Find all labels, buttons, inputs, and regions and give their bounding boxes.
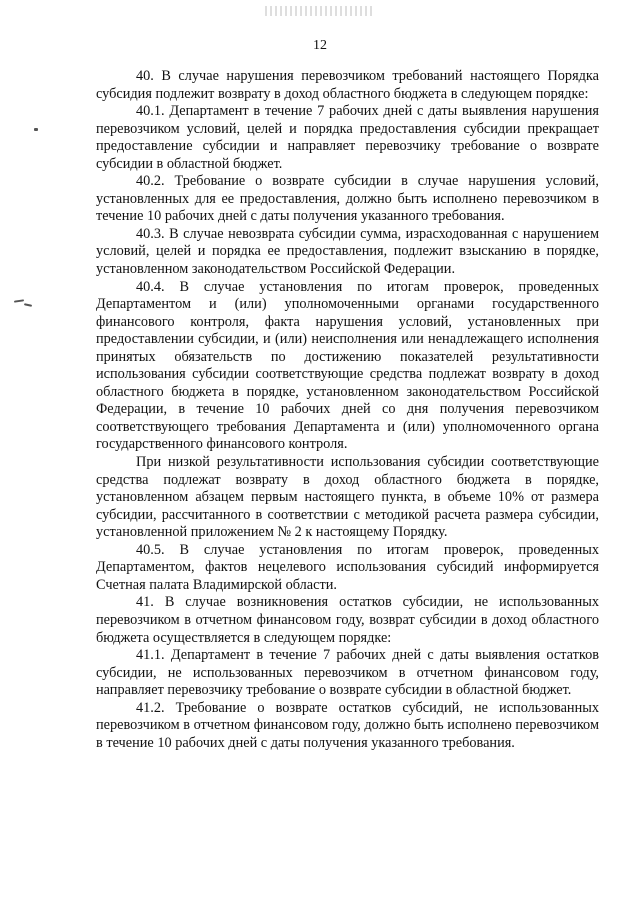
paragraph-40-5: 40.5. В случае установления по итогам проверок, проведенных Департаментом, фактов нецелевого использования субсидий информируется Счетная палата Владимирской области.	[96, 541, 599, 593]
paragraph-40-3: 40.3. В случае невозврата субсидии сумма, израсходованная с нарушением условий, целей и порядка ее предоставления, подлежит взысканию в порядке, установленном законодательством Российской Федерации.	[96, 225, 599, 278]
margin-dash	[14, 299, 24, 302]
scan-artifact	[265, 6, 375, 16]
paragraph-41-2: 41.2. Требование о возврате остатков субсидий, не использованных перевозчиком в отчетном финансовом году, должно быть исполнено перевозчиком в течение 10 рабочих дней с даты получения указанного требования.	[96, 699, 599, 751]
paragraph-40-1: 40.1. Департамент в течение 7 рабочих дней с даты выявления нарушения перевозчиком условий, целей и порядка предоставления субсидии прекращает предоставление субсидии и направляет перевозчику требование о возврате субсидии в областной бюджет.	[96, 103, 599, 172]
paragraph-40-4: 40.4. В случае установления по итогам проверок, проведенных Департаментом и (или) уполномоченными органами государственного финансового контроля, факта нарушения условий, установленных при предоставлении субсидии, и (или) неисполнения или ненадлежащего исполнения принятых обязательств по достижению показателей результативности использования субсидии соответствующие средства подлежат возврату в доход областного бюджета в порядке, установленном законодательством Российской Федерации, в течение 10 рабочих дней со дня получения перевозчиком соответствующего требования Департамента и (или) уполномоченного органа государственного финансового контроля.	[96, 278, 599, 453]
margin-dot	[34, 128, 38, 131]
page-number: 12	[313, 38, 327, 53]
paragraph-40: 40. В случае нарушения перевозчиком требований настоящего Порядка субсидия подлежит возврату в доход областного бюджета в следующем порядке:	[96, 68, 599, 102]
paragraph-41: 41. В случае возникновения остатков субсидии, не использованных перевозчиком в отчетном финансовом году, возврат субсидии в доход областного бюджета осуществляется в следующем порядке:	[96, 594, 599, 646]
paragraph-40-4-low-result: При низкой результативности использования субсидии соответствующие средства подлежат возврату в доход областного бюджета в порядке, установленном абзацем первым настоящего пункта, в объеме 10% от размера субсидии, рассчитанного в соответствии с методикой расчета размера субсидии, установленной приложением № 2 к настоящему Порядку.	[96, 454, 599, 541]
document-body	[96, 68, 599, 752]
margin-dash	[24, 303, 32, 307]
paragraph-40-2: 40.2. Требование о возврате субсидии в случае нарушения условий, установленных для ее предоставления, должно быть исполнено перевозчиком в течение 10 рабочих дней с даты получения указанного требования.	[96, 173, 599, 225]
paragraph-41-1: 41.1. Департамент в течение 7 рабочих дней с даты выявления остатков субсидии, не использованных перевозчиком в отчетном финансовом году, направляет перевозчику требование о возврате субсидии в областной бюджет.	[96, 647, 599, 699]
